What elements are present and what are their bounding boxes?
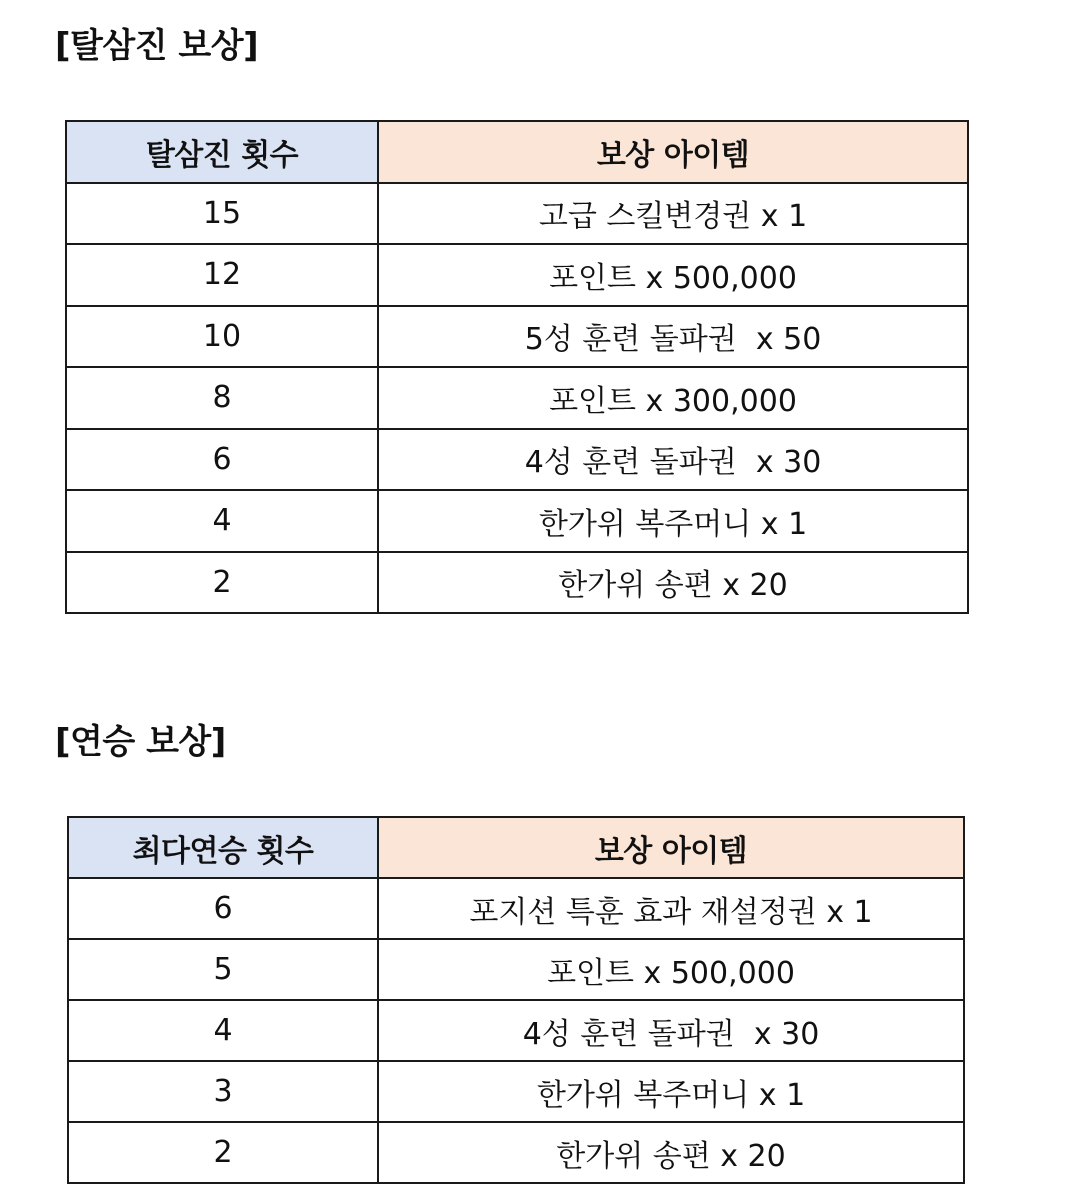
win-streak-count-cell: 4 bbox=[68, 1000, 378, 1061]
reward-item-cell: 한가위 복주머니 x 1 bbox=[378, 1061, 964, 1122]
table-row bbox=[66, 490, 968, 552]
win-streak-count-cell: 3 bbox=[68, 1061, 378, 1122]
reward-item-cell: 4성 훈련 돌파권 x 30 bbox=[378, 1000, 964, 1061]
reward-item-cell: 4성 훈련 돌파권 x 30 bbox=[378, 429, 968, 491]
table-row bbox=[68, 878, 964, 939]
header-reward-item: 보상 아이템 bbox=[378, 121, 968, 183]
table-header-row bbox=[68, 817, 964, 878]
strikeout-count-cell: 2 bbox=[66, 552, 378, 614]
strikeout-count-cell: 15 bbox=[66, 183, 378, 245]
strikeout-reward-title: [탈삼진 보상] bbox=[55, 26, 259, 66]
strikeout-count-cell: 10 bbox=[66, 306, 378, 368]
win-streak-count-cell: 5 bbox=[68, 939, 378, 1000]
reward-item-cell: 포인트 x 500,000 bbox=[378, 244, 968, 306]
header-strikeout-count: 탈삼진 횟수 bbox=[66, 121, 378, 183]
strikeout-count-cell: 6 bbox=[66, 429, 378, 491]
table-row bbox=[66, 306, 968, 368]
table-row bbox=[66, 183, 968, 245]
table-row bbox=[66, 552, 968, 614]
table-row bbox=[68, 939, 964, 1000]
reward-item-cell: 한가위 송편 x 20 bbox=[378, 552, 968, 614]
strikeout-count-cell: 4 bbox=[66, 490, 378, 552]
strikeout-count-cell: 12 bbox=[66, 244, 378, 306]
table-row bbox=[66, 429, 968, 491]
win-streak-count-cell: 6 bbox=[68, 878, 378, 939]
win-streak-reward-table bbox=[67, 816, 965, 1184]
header-reward-item: 보상 아이템 bbox=[378, 817, 964, 878]
strikeout-count-cell: 8 bbox=[66, 367, 378, 429]
table-header-row bbox=[66, 121, 968, 183]
reward-item-cell: 5성 훈련 돌파권 x 50 bbox=[378, 306, 968, 368]
reward-item-cell: 포지션 특훈 효과 재설정권 x 1 bbox=[378, 878, 964, 939]
header-max-win-streak-count: 최다연승 횟수 bbox=[68, 817, 378, 878]
win-streak-count-cell: 2 bbox=[68, 1122, 378, 1183]
strikeout-reward-table bbox=[65, 120, 969, 614]
table-row bbox=[68, 1122, 964, 1183]
table-row bbox=[66, 367, 968, 429]
reward-item-cell: 포인트 x 300,000 bbox=[378, 367, 968, 429]
reward-item-cell: 고급 스킬변경권 x 1 bbox=[378, 183, 968, 245]
table-row bbox=[68, 1061, 964, 1122]
reward-item-cell: 한가위 복주머니 x 1 bbox=[378, 490, 968, 552]
table-row bbox=[66, 244, 968, 306]
reward-item-cell: 포인트 x 500,000 bbox=[378, 939, 964, 1000]
reward-item-cell: 한가위 송편 x 20 bbox=[378, 1122, 964, 1183]
win-streak-reward-title: [연승 보상] bbox=[55, 722, 226, 762]
table-row bbox=[68, 1000, 964, 1061]
